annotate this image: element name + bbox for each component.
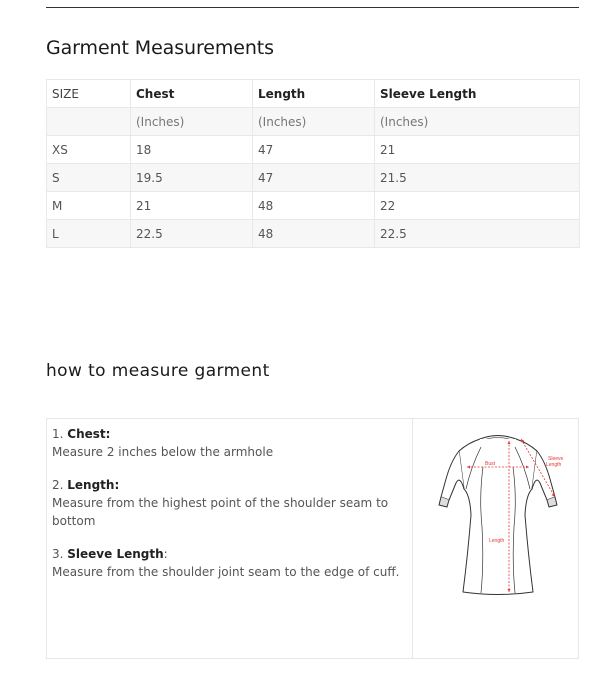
table-row bbox=[47, 220, 580, 248]
step-colon: : bbox=[163, 547, 168, 561]
size-chart-table bbox=[46, 79, 580, 248]
cell-chest: 22.5 bbox=[131, 220, 253, 248]
length-label: Length bbox=[489, 538, 505, 544]
step-length bbox=[52, 476, 408, 530]
unit-chest: (Inches) bbox=[131, 108, 253, 136]
table-row bbox=[47, 164, 580, 192]
panel-divider bbox=[412, 419, 413, 658]
step-number: 2. bbox=[52, 478, 68, 492]
cell-sleeve-length: 22.5 bbox=[375, 220, 580, 248]
table-header-row bbox=[47, 80, 580, 108]
table-row bbox=[47, 136, 580, 164]
how-to-measure-title: how to measure garment bbox=[46, 361, 270, 381]
header-length: Length bbox=[253, 80, 375, 108]
cell-sleeve-length: 21.5 bbox=[375, 164, 580, 192]
sleeve-label-line1: Sleeve bbox=[548, 456, 563, 462]
cell-size: L bbox=[47, 220, 131, 248]
cell-sleeve-length: 21 bbox=[375, 136, 580, 164]
step-label: Chest: bbox=[67, 427, 111, 441]
sleeve-label-line2: Length bbox=[546, 462, 562, 468]
step-description: Measure 2 inches below the armhole bbox=[52, 445, 274, 459]
garment-measurements-title: Garment Measurements bbox=[46, 37, 274, 59]
cell-size: S bbox=[47, 164, 131, 192]
step-sleeve-length bbox=[52, 545, 408, 581]
step-chest bbox=[52, 425, 408, 461]
cell-length: 48 bbox=[253, 220, 375, 248]
cell-length: 48 bbox=[253, 192, 375, 220]
bust-label: Bust bbox=[485, 461, 496, 467]
top-divider bbox=[46, 7, 579, 8]
step-label: Sleeve Length bbox=[67, 547, 164, 561]
cell-chest: 18 bbox=[131, 136, 253, 164]
cell-chest: 21 bbox=[131, 192, 253, 220]
cell-length: 47 bbox=[253, 164, 375, 192]
header-size: SIZE bbox=[47, 80, 131, 108]
header-sleeve-length: Sleeve Length bbox=[375, 80, 580, 108]
cell-size: M bbox=[47, 192, 131, 220]
table-units-row bbox=[47, 108, 580, 136]
unit-sleeve-length: (Inches) bbox=[375, 108, 580, 136]
cell-sleeve-length: 22 bbox=[375, 192, 580, 220]
step-label: Length: bbox=[67, 478, 120, 492]
step-number: 3. bbox=[52, 547, 68, 561]
cell-size: XS bbox=[47, 136, 131, 164]
unit-length: (Inches) bbox=[253, 108, 375, 136]
cell-length: 47 bbox=[253, 136, 375, 164]
step-description: Measure from the highest point of the shoulder seam to bottom bbox=[52, 496, 389, 528]
table-row bbox=[47, 192, 580, 220]
dress-measurement-diagram bbox=[433, 427, 563, 602]
how-to-measure-panel bbox=[46, 418, 579, 659]
measure-instructions bbox=[52, 425, 408, 596]
step-description: Measure from the shoulder joint seam to the edge of cuff. bbox=[52, 565, 400, 579]
cell-chest: 19.5 bbox=[131, 164, 253, 192]
step-number: 1. bbox=[52, 427, 68, 441]
header-chest: Chest bbox=[131, 80, 253, 108]
unit-size bbox=[47, 108, 131, 136]
